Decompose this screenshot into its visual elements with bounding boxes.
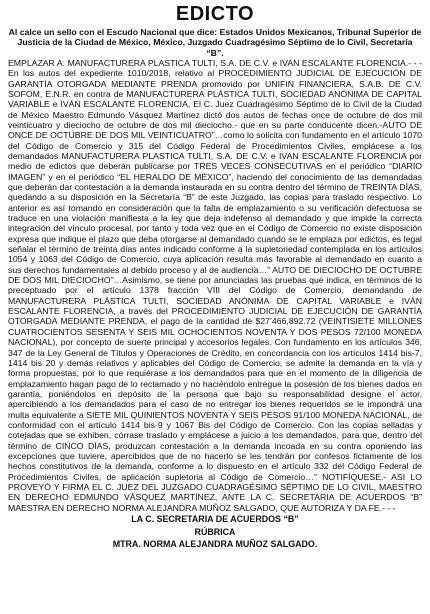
edict-body: EMPLAZAR A: MANUFACTURERA PLASTICA TULTI, S.A. DE C.V. e IVAN ESCALANTE FLORENCIA.- - - En los autos del expediente 1010/2018, relativo al PROCEDIMIENTO JUDICIAL DE EJECUCIÓN DE GARANTÍA OTORGADA MEDIANTE PRENDA promovido por UNIFIN FINANCIERA, S.A.B. DE C.V. SOFOM, E.N.R. en contra de MANUFACTURERA PLÁSTICA TULTI, SOCIEDAD ANÓNIMA DE CAPITAL VARIABLE e IVÁN ESCALANTE FLORENCIA, El C. Juez Cuadragésimo Séptimo de lo Civil de la Ciudad de México Maestro Edmundo Vásquez Martínez dictó dos autos de fechas once de octubre de dos mil veinticuatro y dieciocho de octubre de dos mil dieciocho.- que en su parte conducente dicen.-AUTO DE ONCE DE OCTUBRE DE DOS MIL VEINTICUATRO”…como lo solicita con fundamento en el artículo 1070 del Código de Comercio y 315 del Código Federal de Procedimientos Civiles, emplácese a los demandados MANUFACTURERA PLASTICA TULTI, S.A. DE C.V. e IVAN ESCALANTE FLORENCIA por medio de edictos que deberán publicarse por TRES VECES CONSECUTIVAS en el periódico “DIARIO IMAGEN” y en el periódico “EL HERALDO DE MÉXICO”, haciendo del conocimiento de las demandadas que deberán dar contestación a la demanda instaurada en su contra dentro del término de TREINTA DÍAS, quedando a su disposición en la Secretaría “B” de este Juzgado, las copias para traslado respectivo. Lo anterior es así tomando en consideración que la falta de emplazamiento o su verificación defectuosa se traduce en una violación manifiesta a la ley que deja indefenso al demandado y que impide la correcta integración del vínculo procesal, por tanto y toda vez que en el Código de Comercio no existe disposición expresa que indique el plazo que deba otorgarse al demandado cuando se le emplaza por edictos, es legal señalar el término de treinta días antes indicado conforme a la supletoriedad contemplada en los artículos 1054 y 1063 del Código de Comercio, cuya aplicación resulta más favorable al demandado en cuanto a sus derechos fundamentales al debido proceso y al de audiencia…” AUTO DE DIECIOCHO DE OCTUBRE DE DOS MIL DIECIOCHO”…Asimismo, se tiene por anunciadas las pruebas que indica, en términos de lo preceptuado por el artículo 1378 fracción VIII del Código de Comercio, demandando de MANUFACTURERA PLÁSTICA TULTI, SOCIEDAD ANÓNIMA DE CAPITAL VARIABLE e IVÁN ESCALANTE FLORENCIA, a través del PROCEDIMIENTO JUDICIAL DE EJECUCIÓN DE GARANTÍA OTORGADA MEDIANTE PRENDA, el pago de la cantidad de $27’466,892.72 (VEINTISIETE MILLONES CUATROCIENTOS SESENTA Y SEIS MIL OCHOCIENTOS NOVENTA Y DOS PESOS 72/100 MONEDA NACIONAL), por concepto de suerte principal y accesorios legales. Con fundamento en los artículos 346, 347 de la Ley General de Títulos y Operaciones de Crédito, en concordancia con los artículos 1414 bis-7, 1414 bis 20 y demás relativos y aplicables del Código de Comercio, se admite la demanda en la vía y forma propuestas, por lo que requiérase a los demandados para que en el momento de la diligencia de emplazamiento hagan pago de lo reclamado y no haciéndolo entregue la posesión de los bienes dados en garantía, poniéndolos en depósito de la persona que bajo su responsabilidad designe el actor, apercibiendo a los demandados para el caso de no entregar los bienes requeridos se le impondrá una multa equivalente a SIETE MIL QUINIENTOS NOVENTA Y SEIS PESOS 91/100 MONEDA NACIONAL, de conformidad con el artículo 1414 bis-9 y 1067 Bis del Código de Comercio. Con las copias selladas y cotejadas que se exhiben, córrase traslado y emplácese a juicio a los demandados, para que, dentro del término de CINCO DÍAS, produzcan contestación a la demanda incoada en su contra oponiendo las excepciones que tuviere, apercibidos que de no hacerlo se les tendrán por confesos fictamente de los hechos constitutivos de la demanda, conforme a lo dispuesto en el artículo 332 del Código Federal de Procedimientos Civiles, de aplicación supletoria al Código de Comercio…” NOTIFÍQUESE.- ASI LO PROVEYÓ Y FIRMA EL C. JUEZ DEL JUZGADO CUADRAGÉSIMO SÉPTIMO DE LO CIVIL, MAESTRO EN DERECHO EDMUNDO VÁSQUEZ MARTÍNEZ, ANTE LA C. SECRETARIA DE ACUERDOS “B” MAESTRA EN DERECHO NORMA ALEJANDRA MUÑOZ SALGADO, QUE AUTORIZA Y DA FE.- - -	[8, 57, 422, 513]
signature-role: LA C. SECRETARIA DE ACUERDOS “B”	[131, 514, 299, 525]
document-title: EDICTO	[175, 3, 255, 25]
signature-block	[8, 513, 422, 551]
signature-rubrica: RÚBRICA	[194, 526, 236, 537]
seal-intro: Al calce un sello con el Escudo Nacional que dice: Estados Unidos Mexicanos, Tribunal Superior de Justicia de la Ciudad de México, México, Juzgado Cuadragésimo Séptimo de lo Civil, Secretaría “B”.	[8, 27, 422, 58]
signature-name: MTRA. NORMA ALEJANDRA MUÑOZ SALGADO.	[112, 539, 318, 550]
